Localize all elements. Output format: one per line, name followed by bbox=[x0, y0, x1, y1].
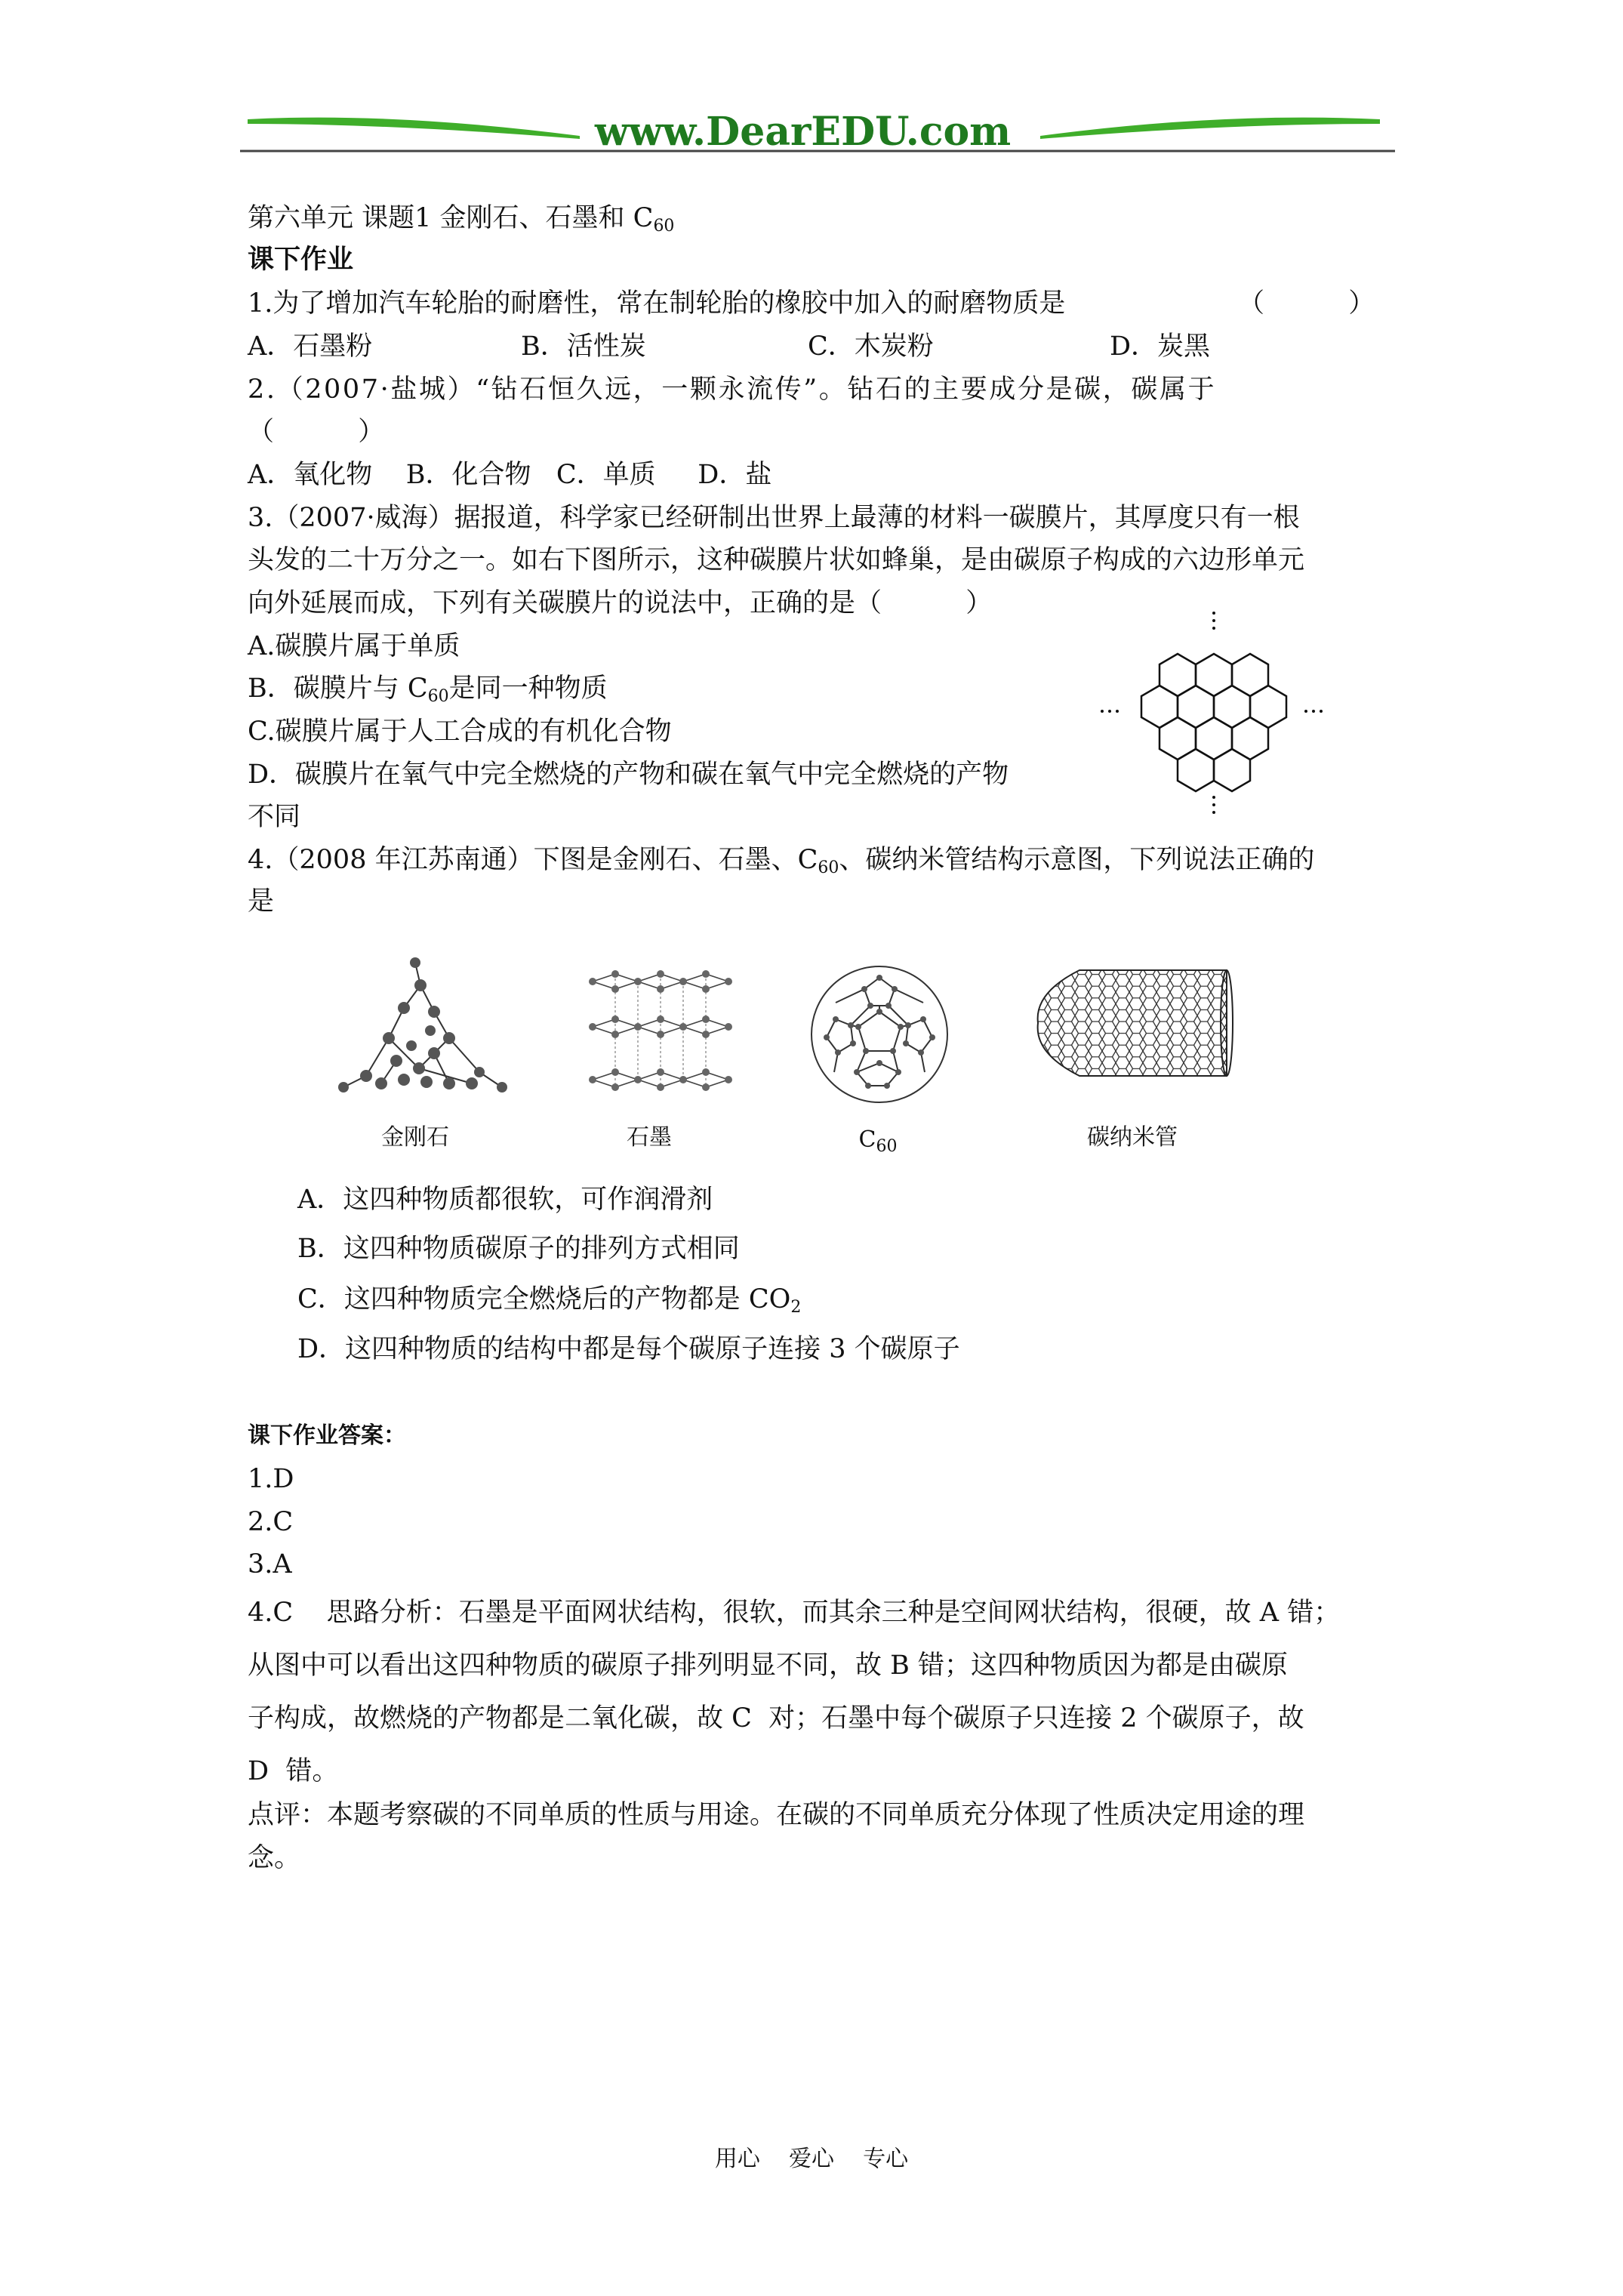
nanotube-structure-image bbox=[1034, 963, 1234, 1083]
caption-c60: $C_{60}$ bbox=[858, 1126, 898, 1156]
question-2-paren: （ ） bbox=[248, 417, 385, 447]
site-logo: www.DearEDU.com bbox=[595, 109, 1012, 155]
answer-4-line-1: 4.C 思路分析：石墨是平面网状结构，很软，而其余三种是空间网状结构，很硬，故 A 错； bbox=[248, 1598, 1341, 1628]
caption-graphite: 石墨 bbox=[627, 1124, 672, 1151]
caption-diamond: 金刚石 bbox=[381, 1124, 449, 1151]
page-title: 第六单元 课题1 金刚石、石墨和 $C_{60}$ bbox=[248, 203, 675, 236]
question-2-options: A．氧化物 B．化合物 C．单质 D．盐 bbox=[248, 460, 772, 490]
answers-heading: 课下作业答案： bbox=[248, 1422, 406, 1449]
carbon-film-diagram bbox=[1087, 604, 1336, 815]
question-3-option-b: B．碳膜片与 $C_{60}$是同一种物质 bbox=[248, 673, 608, 706]
section-heading: 课下作业 bbox=[248, 244, 354, 275]
comment-line-1: 点评：本题考察碳的不同单质的性质与用途。在碳的不同单质充分体现了性质决定用途的理 bbox=[248, 1800, 1305, 1830]
question-3-option-d: D．碳膜片在氧气中完全燃烧的产物和碳在氧气中完全燃烧的产物 bbox=[248, 760, 1009, 790]
c60-structure-image bbox=[804, 959, 955, 1110]
question-1-option-a: A．石墨粉 bbox=[248, 331, 373, 362]
question-4-option-d: D．这四种物质的结构中都是每个碳原子连接 3 个碳原子 bbox=[297, 1334, 960, 1364]
question-3-option-a: A.碳膜片属于单质 bbox=[248, 631, 460, 661]
answer-4-line-4: D 错。 bbox=[248, 1756, 339, 1786]
answer-1: 1.D bbox=[248, 1464, 294, 1494]
question-2: 2.（2007·盐城）“钻石恒久远，一颗永流传”。钻石的主要成分是碳，碳属于 bbox=[248, 374, 1217, 405]
caption-nanotube: 碳纳米管 bbox=[1087, 1124, 1178, 1151]
question-4-option-a: A．这四种物质都很软，可作润滑剂 bbox=[297, 1185, 713, 1215]
answer-3: 3.A bbox=[248, 1549, 292, 1579]
graphite-structure-image bbox=[585, 966, 736, 1106]
header-swoosh-graphic bbox=[240, 106, 1395, 159]
question-3-line-3: 向外延展而成，下列有关碳膜片的说法中，正确的是（ ） bbox=[248, 588, 993, 618]
question-3-line-1: 3.（2007·威海）据报道，科学家已经研制出世界上最薄的材料一碳膜片，其厚度只有一根 bbox=[248, 503, 1300, 533]
comment-line-2: 念。 bbox=[248, 1843, 301, 1873]
question-1-option-b: B．活性炭 bbox=[521, 331, 646, 362]
question-3-option-c: C.碳膜片属于人工合成的有机化合物 bbox=[248, 717, 672, 747]
question-1-option-c: C．木炭粉 bbox=[808, 331, 934, 362]
question-1-paren: （ ） bbox=[1238, 288, 1375, 319]
question-4-cont: 是 bbox=[248, 886, 275, 917]
question-4: 4.（2008 年江苏南通）下图是金刚石、石墨、$C_{60}$、碳纳米管结构示意图，下列说法正确的 bbox=[248, 845, 1315, 877]
diamond-structure-image bbox=[336, 955, 510, 1106]
page-footer: 用心 爱心 专心 bbox=[714, 2146, 909, 2172]
answer-4-line-2: 从图中可以看出这四种物质的碳原子排列明显不同，故 B 错；这四种物质因为都是由碳原 bbox=[248, 1650, 1288, 1681]
answer-4-line-3: 子构成，故燃烧的产物都是二氧化碳，故 C 对；石墨中每个碳原子只连接 2 个碳原子，故 bbox=[248, 1703, 1304, 1734]
header-banner bbox=[240, 106, 1395, 159]
question-3-option-d-cont: 不同 bbox=[248, 802, 301, 832]
question-3-line-2: 头发的二十万分之一。如右下图所示，这种碳膜片状如蜂巢，是由碳原子构成的六边形单元 bbox=[248, 545, 1305, 575]
question-4-option-c: C．这四种物质完全燃烧后的产物都是 $CO_2$ bbox=[297, 1284, 802, 1317]
answer-2: 2.C bbox=[248, 1507, 294, 1537]
question-1-option-d: D．炭黑 bbox=[1110, 331, 1211, 362]
question-4-option-b: B．这四种物质碳原子的排列方式相同 bbox=[297, 1234, 740, 1264]
question-1: 1.为了增加汽车轮胎的耐磨性，常在制轮胎的橡胶中加入的耐磨物质是 bbox=[248, 288, 1066, 319]
